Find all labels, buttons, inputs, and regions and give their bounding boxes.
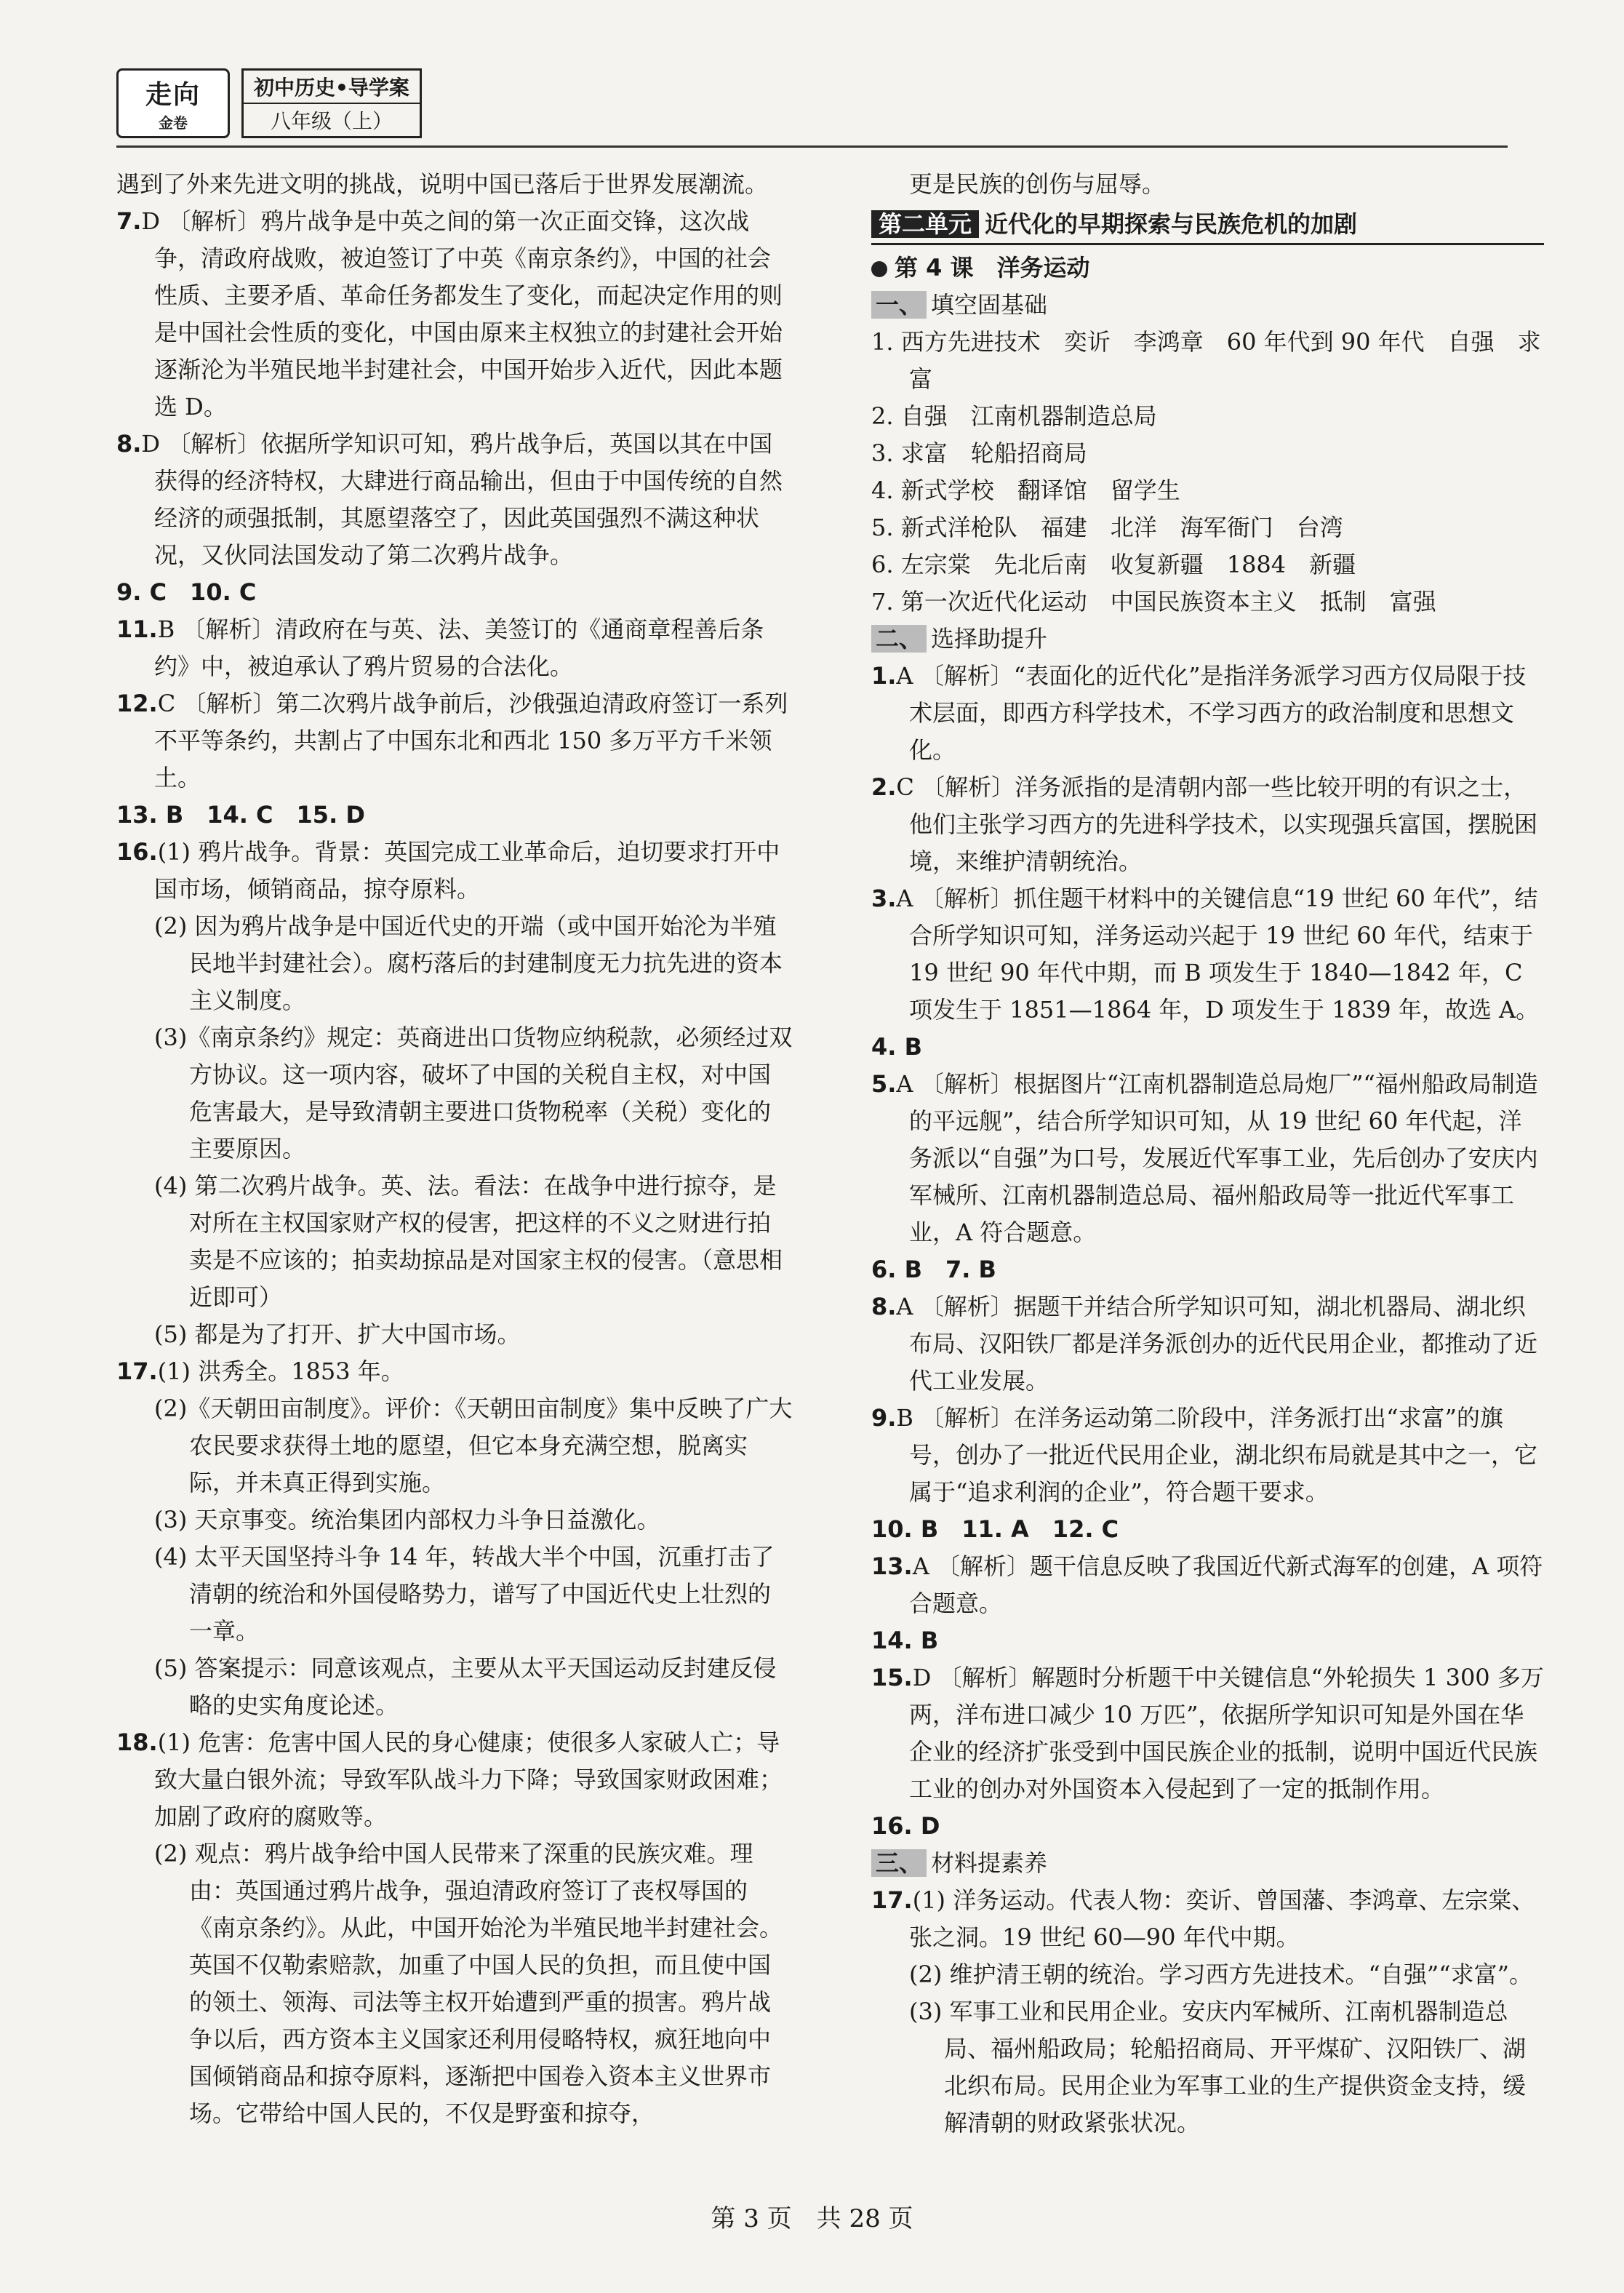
page-header <box>116 67 422 140</box>
fill-6: 6. 左宗棠 先北后南 收复新疆 1884 新疆 <box>871 551 1356 578</box>
page-footer: 第 3 页 共 28 页 <box>711 2204 913 2233</box>
answer-17: 17.(1) 洪秀全。1853 年。 <box>116 1357 404 1385</box>
choice-14: 14. B <box>871 1627 939 1654</box>
answer-18: 18.(1) 危害：危害中国人民的身心健康；使很多人家破人亡；导致大量白银外流；导致军队战斗力下降；导致国家财政困难；加剧了政府的腐败等。 <box>116 1728 783 1830</box>
answer-text: 更是民族的创伤与屈辱。 <box>909 170 1166 198</box>
answer-17-2: (2)《天朝田亩制度》。评价：《天朝田亩制度》集中反映了广大农民要求获得土地的愿望，但它本身充满空想，脱离实际，并未真正得到实施。 <box>154 1395 793 1496</box>
fill-1: 1. 西方先进技术 奕䜣 李鸿章 60 年代到 90 年代 自强 求富 <box>871 328 1541 393</box>
choice-2: 2.C 〔解析〕洋务派指的是清朝内部一些比较开明的有识之士，他们主张学习西方的先进科学技术，以实现强兵富国，摆脱困境，来维护清朝统治。 <box>871 773 1538 875</box>
series-title: 初中历史•导学案 <box>254 76 409 100</box>
answer-9-10: 9. C 10. C <box>116 578 257 606</box>
fill-4: 4. 新式学校 翻译馆 留学生 <box>871 476 1180 504</box>
answer-11: 11.B 〔解析〕清政府在与英、法、美签订的《通商章程善后条约》中，被迫承认了鸦片贸易的合法化。 <box>116 615 764 680</box>
choice-4: 4. B <box>871 1033 922 1061</box>
choice-6-7: 6. B 7. B <box>871 1256 996 1283</box>
material-17-2: (2) 维护清王朝的统治。学习西方先进技术。“自强”“求富”。 <box>909 1961 1532 1988</box>
left-column <box>116 166 793 2132</box>
choice-16: 16. D <box>871 1812 940 1840</box>
fill-7: 7. 第一次近代化运动 中国民族资本主义 抵制 富强 <box>871 588 1436 615</box>
lesson-title: 第 4 课 洋务运动 <box>871 250 1544 287</box>
right-column <box>871 166 1544 2142</box>
answer-12: 12.C 〔解析〕第二次鸦片战争前后，沙俄强迫清政府签订一系列不平等条约，共割占了中国东北和西北 150 多万平方千米领土。 <box>116 690 788 791</box>
section-material: 三、 材料提素养 <box>871 1845 1544 1882</box>
section-choice: 二、 选择助提升 <box>871 621 1544 658</box>
choice-9: 9.B 〔解析〕在洋务运动第二阶段中，洋务派打出“求富”的旗号，创办了一批近代民用企业，湖北织布局就是其中之一，它属于“追求利润的企业”，符合题干要求。 <box>871 1404 1538 1506</box>
choice-5: 5.A 〔解析〕根据图片“江南机器制造总局炮厂”“福州船政局制造的平远舰”，结合所学知识可知，从 19 世纪 60 年代起，洋务派以“自强”为口号，发展近代军事工业，先后创办了安庆内军械所、江南机器制造总局、福州船政局等一批近代军事工业，A 符合题意。 <box>871 1070 1538 1246</box>
material-17: 17.(1) 洋务运动。代表人物：奕䜣、曾国藩、李鸿章、左宗棠、张之洞。19 世纪 60—90 年代中期。 <box>871 1886 1535 1951</box>
choice-13: 13.A 〔解析〕题干信息反映了我国近代新式海军的创建，A 项符合题意。 <box>871 1552 1543 1617</box>
answer-17-4: (4) 太平天国坚持斗争 14 年，转战大半个中国，沉重打击了清朝的统治和外国侵略势力，谱写了中国近代史上壮烈的一章。 <box>154 1543 775 1645</box>
answer-16: 16.(1) 鸦片战争。背景：英国完成工业革命后，迫切要求打开中国市场，倾销商品，掠夺原料。 <box>116 838 780 903</box>
choice-1: 1.A 〔解析〕“表面化的近代化”是指洋务派学习西方仅局限于技术层面，即西方科学技术，不学习西方的政治制度和思想文化。 <box>871 662 1527 764</box>
answer-16-3: (3)《南京条约》规定：英商进出口货物应纳税款，必须经过双方协议。这一项内容，破坏了中国的关税自主权，对中国危害最大，是导致清朝主要进口货物税率（关税）变化的主要原因。 <box>154 1024 793 1163</box>
fill-2: 2. 自强 江南机器制造总局 <box>871 402 1157 430</box>
choice-3: 3.A 〔解析〕抓住题干材料中的关键信息“19 世纪 60 年代”，结合所学知识可知，洋务运动兴起于 19 世纪 60 年代，结束于 19 世纪 90 年代中期，而 B 项发生于 1840—1842 年，C 项发生于 1851—1864 年，D 项发生于 1839 年，故选 A。 <box>871 885 1540 1024</box>
series-label <box>241 68 422 138</box>
unit-heading: 第二单元 近代化的早期探索与民族危机的加剧 <box>871 206 1544 245</box>
answer-17-3: (3) 天京事变。统治集团内部权力斗争日益激化。 <box>154 1506 660 1534</box>
fill-5: 5. 新式洋枪队 福建 北洋 海军衙门 台湾 <box>871 514 1343 541</box>
answer-text: 遇到了外来先进文明的挑战，说明中国已落后于世界发展潮流。 <box>116 170 769 198</box>
answer-18-2: (2) 观点：鸦片战争给中国人民带来了深重的民族灾难。理由：英国通过鸦片战争，强迫清政府签订了丧权辱国的《南京条约》。从此，中国开始沦为半殖民地半封建社会。英国不仅勒索赔款，加重了中国人民的负担，而且使中国的领土、领海、司法等主权开始遭到严重的损害。鸦片战争以后，西方资本主义国家还利用侵略特权，疯狂地向中国倾销商品和掠夺原料，逐渐把中国卷入资本主义世界市场。它带给中国人民的，不仅是野蛮和掠夺， <box>154 1840 783 2127</box>
answer-13-15: 13. B 14. C 15. D <box>116 801 365 829</box>
answer-8: 8.D 〔解析〕依据所学知识可知，鸦片战争后，英国以其在中国获得的经济特权，大肆进行商品输出，但由于中国传统的自然经济的顽强抵制，其愿望落空了，因此英国强烈不满这种状况，又伙同法国发动了第二次鸦片战争。 <box>116 430 783 569</box>
answer-16-4: (4) 第二次鸦片战争。英、法。看法：在战争中进行掠夺，是对所在主权国家财产权的侵害，把这样的不义之财进行拍卖是不应该的；拍卖劫掠品是对国家主权的侵害。（意思相近即可） <box>154 1172 783 1311</box>
material-17-3: (3) 军事工业和民用企业。安庆内军械所、江南机器制造总局、福州船政局；轮船招商局、开平煤矿、汉阳铁厂、湖北织布局。民用企业为军事工业的生产提供资金支持，缓解清朝的财政紧张状况。 <box>909 1998 1527 2137</box>
answer-16-2: (2) 因为鸦片战争是中国近代史的开端（或中国开始沦为半殖民地半封建社会）。腐朽落后的封建制度无力抗先进的资本主义制度。 <box>154 912 783 1014</box>
section-fill: 一、 填空固基础 <box>871 287 1544 324</box>
publisher-logo: 走向 金卷 <box>116 68 230 138</box>
choice-15: 15.D 〔解析〕解题时分析题干中关键信息“外轮损失 1 300 多万两，洋布进口减少 10 万匹”，依据所学知识可知是外国在华企业的经济扩张受到中国民族企业的抵制，说明中国近代民族工业的创办对外国资本入侵起到了一定的抵制作用。 <box>871 1664 1544 1803</box>
fill-3: 3. 求富 轮船招商局 <box>871 439 1087 467</box>
answer-7: 7.D 〔解析〕鸦片战争是中英之间的第一次正面交锋，这次战争，清政府战败，被迫签订了中英《南京条约》，中国的社会性质、主要矛盾、革命任务都发生了变化，而起决定作用的则是中国社会性质的变化，中国由原来主权独立的封建社会开始逐渐沦为半殖民地半封建社会，中国开始步入近代，因此本题选 D。 <box>116 207 783 420</box>
choice-8: 8.A 〔解析〕据题干并结合所学知识可知，湖北机器局、湖北织布局、汉阳铁厂都是洋务派创办的近代民用企业，都推动了近代工业发展。 <box>871 1293 1538 1395</box>
bullet-icon <box>871 261 887 277</box>
answer-16-5: (5) 都是为了打开、扩大中国市场。 <box>154 1320 521 1348</box>
header-divider <box>116 145 1508 148</box>
choice-10-12: 10. B 11. A 12. C <box>871 1515 1119 1543</box>
grade-label: 八年级（上） <box>244 103 420 136</box>
answer-17-5: (5) 答案提示：同意该观点，主要从太平天国运动反封建反侵略的史实角度论述。 <box>154 1654 777 1719</box>
